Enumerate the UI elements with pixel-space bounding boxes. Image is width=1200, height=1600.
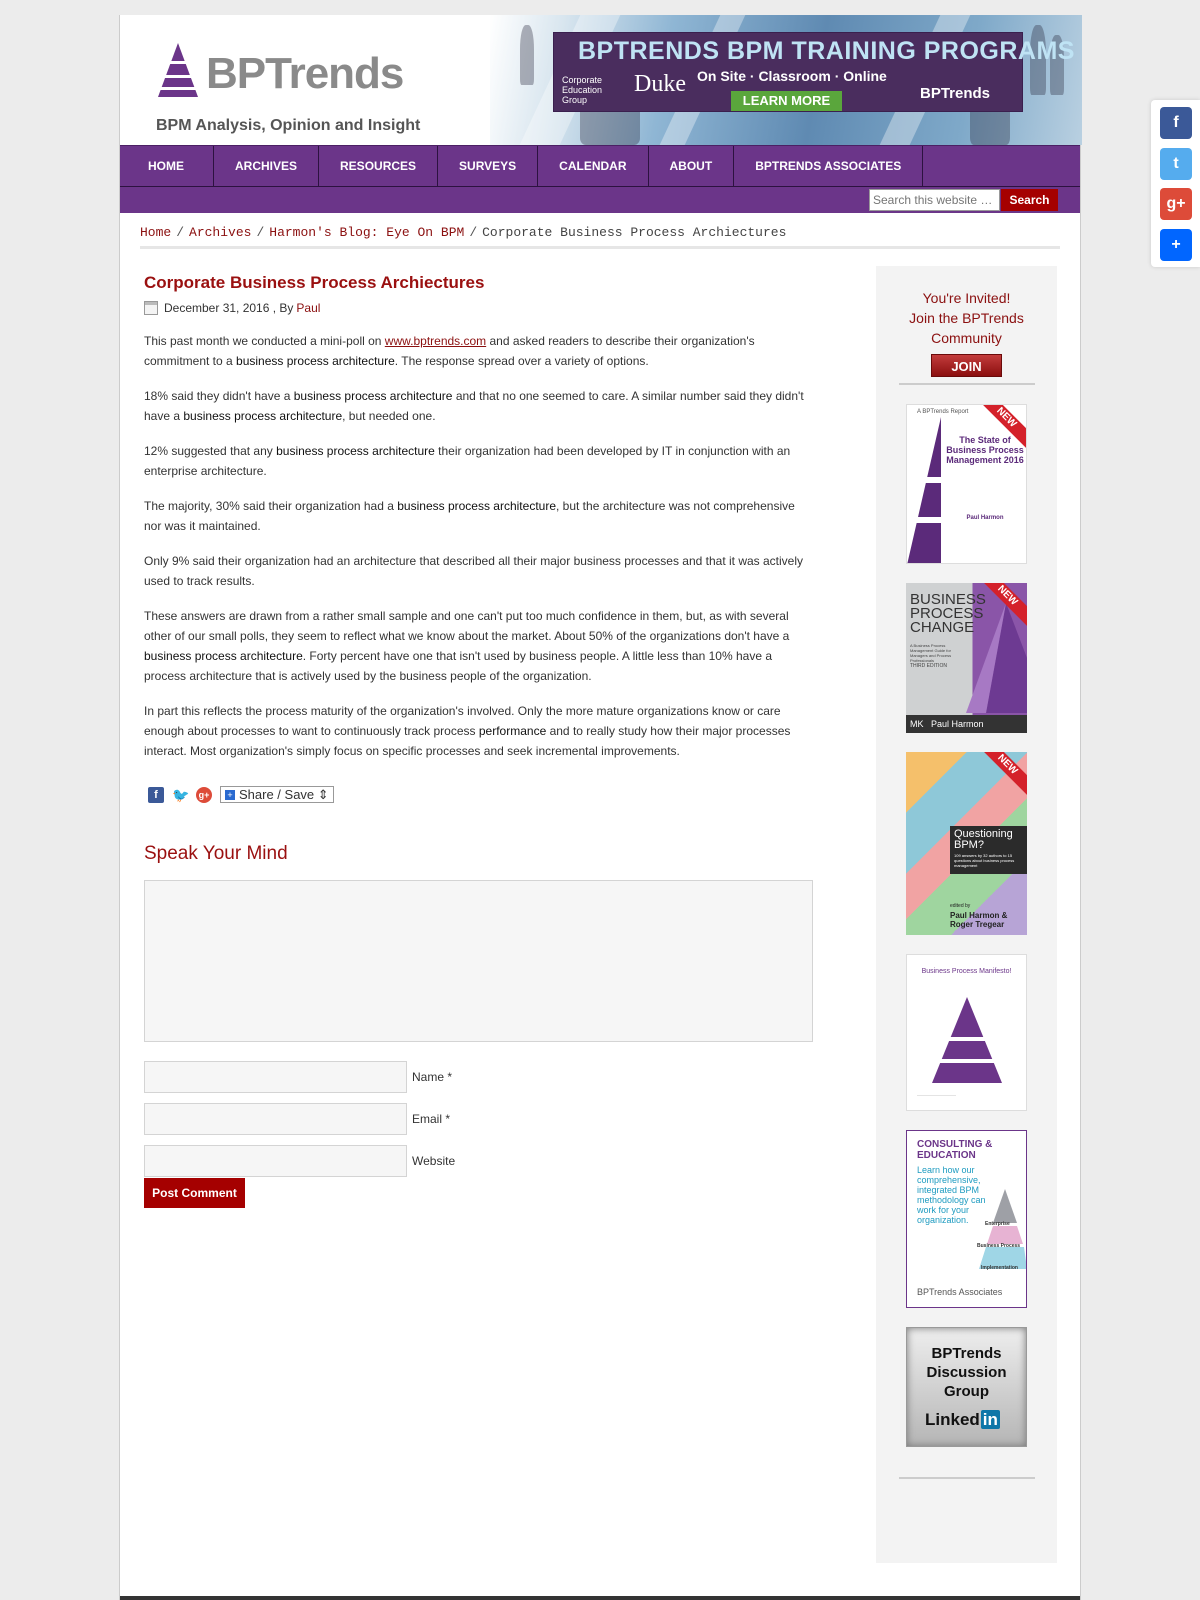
post-meta — [144, 301, 804, 315]
nav-calendar[interactable]: CALENDAR — [538, 146, 648, 186]
ad-brand: BPTrends — [920, 85, 991, 102]
nav-surveys[interactable]: SURVEYS — [438, 146, 538, 186]
training-ad-banner[interactable] — [553, 32, 1075, 112]
bptrends-link[interactable]: www.bptrends.com — [384, 334, 487, 348]
join-button[interactable]: JOIN — [931, 354, 1002, 377]
facebook-icon[interactable]: f — [1160, 107, 1192, 139]
nav-archives[interactable]: ARCHIVES — [214, 146, 319, 186]
site-logo[interactable] — [156, 39, 456, 134]
twitter-share-icon[interactable]: 🐦 — [172, 786, 190, 803]
twitter-icon[interactable]: t — [1160, 148, 1192, 180]
linkedin-discussion-group-ad[interactable]: BPTrends Discussion Group Linked in — [906, 1327, 1027, 1447]
footer-bar — [120, 1596, 1080, 1600]
email-row — [144, 1103, 804, 1135]
divider — [899, 383, 1035, 385]
page-wrapper — [119, 15, 1081, 1600]
post-by-label: , By — [272, 301, 294, 315]
google-plus-share-icon[interactable]: g+ — [196, 787, 212, 803]
nav-resources[interactable]: RESOURCES — [319, 146, 438, 186]
new-flag: NEW — [974, 583, 1027, 629]
questioning-bpm-book-ad[interactable]: Questioning BPM? 109 answers by 32 authors to 15 questions about business process management edited by Paul Harmon & Roger Tregear NEW — [906, 752, 1027, 935]
divider — [899, 1477, 1035, 1479]
email-label: Email * — [412, 1112, 451, 1126]
invite-text: You're Invited! Join the BPTrends Community — [909, 290, 1024, 346]
ad-subtitle: On Site · Classroom · Online — [697, 68, 887, 84]
comments-heading: Speak Your Mind — [144, 843, 288, 864]
post-author-link[interactable]: Paul — [296, 301, 321, 315]
bpm-manifesto-ad[interactable]: Business Process Manifesto! ————————————— — [906, 954, 1027, 1111]
keyword-link[interactable]: business process architecture — [236, 354, 395, 368]
calendar-icon — [144, 301, 158, 315]
learn-more-button[interactable]: LEARN MORE — [731, 91, 842, 111]
website-row — [144, 1145, 804, 1177]
post-paragraph: Only 9% said their organization had an architecture that described all their major business processes and that it was actively used to track results. — [144, 554, 804, 588]
keyword-link[interactable]: business process architecture — [144, 649, 303, 663]
post-title: Corporate Business Process Archiectures — [144, 273, 485, 292]
keyword-link[interactable]: business process architecture — [276, 444, 435, 458]
logo-text: BPTrends — [206, 49, 404, 98]
post-paragraph: These answers are drawn from a rather small sample and one can't put too much confidence in them, but, as with several other of our small polls, they seem to reflect what we know about the market. About 50% of the organizations don't have a business process architecture. Forty percent have one that isn't used by business people. A little less than 10% have a process architecture that is actively used by the business people of the organization. — [144, 609, 790, 683]
nav-home[interactable]: HOME — [120, 146, 214, 186]
name-input[interactable] — [144, 1061, 407, 1093]
pyramid-icon — [907, 417, 943, 564]
website-label: Website — [412, 1154, 456, 1168]
name-label: Name * — [412, 1070, 453, 1084]
site-header — [120, 15, 1080, 145]
nav-about[interactable]: ABOUT — [649, 146, 735, 186]
facebook-share-icon[interactable]: f — [148, 787, 164, 803]
breadcrumb-home[interactable]: Home — [140, 225, 172, 240]
main-nav — [120, 145, 1080, 187]
post-comment-button[interactable]: Post Comment — [144, 1178, 245, 1208]
post-date: December 31, 2016 — [164, 301, 270, 315]
breadcrumb: Home / Archives / Harmon's Blog: Eye On BPM / Corporate Business Process Archiectures — [140, 225, 1060, 249]
business-process-change-book-ad[interactable]: BUSINESS PROCESS CHANGE A Business Process Management Guide for Managers and Process Professionals THIRD EDITION MK Paul Harmon NEW — [906, 583, 1027, 733]
share-save-button[interactable]: + Share / Save ⇕ — [220, 786, 334, 803]
ad-title: BPTRENDS BPM TRAINING PROGRAMS — [578, 37, 1075, 65]
share-icon[interactable]: + — [1160, 229, 1192, 261]
new-flag: NEW — [973, 404, 1027, 451]
name-row — [144, 1061, 804, 1093]
post-paragraph: 18% said they didn't have a business process architecture and that no one seemed to care. A similar number said they didn't have a business process architecture, but needed one. — [144, 389, 804, 423]
search-input[interactable] — [869, 189, 1000, 211]
comment-textarea[interactable] — [144, 880, 813, 1042]
sidebar — [876, 266, 1057, 1563]
email-input[interactable] — [144, 1103, 407, 1135]
new-flag: NEW — [974, 752, 1027, 798]
linkedin-icon: Linked in — [925, 1410, 998, 1429]
google-plus-icon[interactable]: g+ — [1160, 188, 1192, 220]
keyword-link[interactable]: business process architecture — [397, 499, 556, 513]
search-button[interactable]: Search — [1001, 189, 1058, 211]
post-paragraph: This past month we conducted a mini-poll on www.bptrends.com and asked readers to describe their organization's commitment to a business process architecture. The response spread over a variety of options. — [144, 334, 755, 368]
website-input[interactable] — [144, 1145, 407, 1177]
post-paragraph: The majority, 30% said their organization had a business process architecture, but the architecture was not comprehensive nor was it maintained. — [144, 499, 795, 533]
breadcrumb-current: Corporate Business Process Archiectures — [482, 225, 787, 240]
ad-duke-logo: Duke — [634, 71, 686, 97]
keyword-link[interactable]: performance — [478, 724, 547, 738]
post-paragraph: 12% suggested that any business process architecture their organization had been developed by IT in conjunction with an enterprise architecture. — [144, 444, 791, 478]
share-bar — [148, 786, 804, 803]
post-paragraph: In part this reflects the process maturity of the organization's involved. Only the more mature organizations know or care enough about processes to want to continuously track process performance and to really study how their major processes interact. Most organization's simply focus on specific processes and seek incremental improvements. — [144, 704, 791, 758]
pyramid-icon — [932, 997, 1002, 1083]
search-bar — [120, 187, 1080, 213]
state-of-bpm-report-ad[interactable]: A BPTrends Report The State of Business Process Management 2016 Paul Harmon NEW — [906, 404, 1027, 564]
consulting-education-ad[interactable]: CONSULTING & EDUCATION Learn how our comprehensive, integrated BPM methodology can work for your organization. Enterprise Business Process Implementation BPTrends Associates — [906, 1130, 1027, 1308]
keyword-link[interactable]: business process architecture — [183, 409, 343, 423]
floating-share-panel — [1151, 100, 1200, 267]
post-body — [144, 331, 804, 761]
ad-partner-text: Corporate Education Group — [562, 75, 603, 105]
breadcrumb-blog[interactable]: Harmon's Blog: Eye On BPM — [269, 225, 465, 240]
site-tagline: BPM Analysis, Opinion and Insight — [156, 117, 421, 134]
main-content — [144, 273, 804, 1208]
pyramid-logo-icon — [156, 41, 200, 99]
share-plus-icon: + — [225, 790, 235, 800]
keyword-link[interactable]: business process architecture — [293, 389, 453, 403]
nav-bptrends-associates[interactable]: BPTRENDS ASSOCIATES — [734, 146, 923, 186]
breadcrumb-archives[interactable]: Archives — [189, 225, 252, 240]
